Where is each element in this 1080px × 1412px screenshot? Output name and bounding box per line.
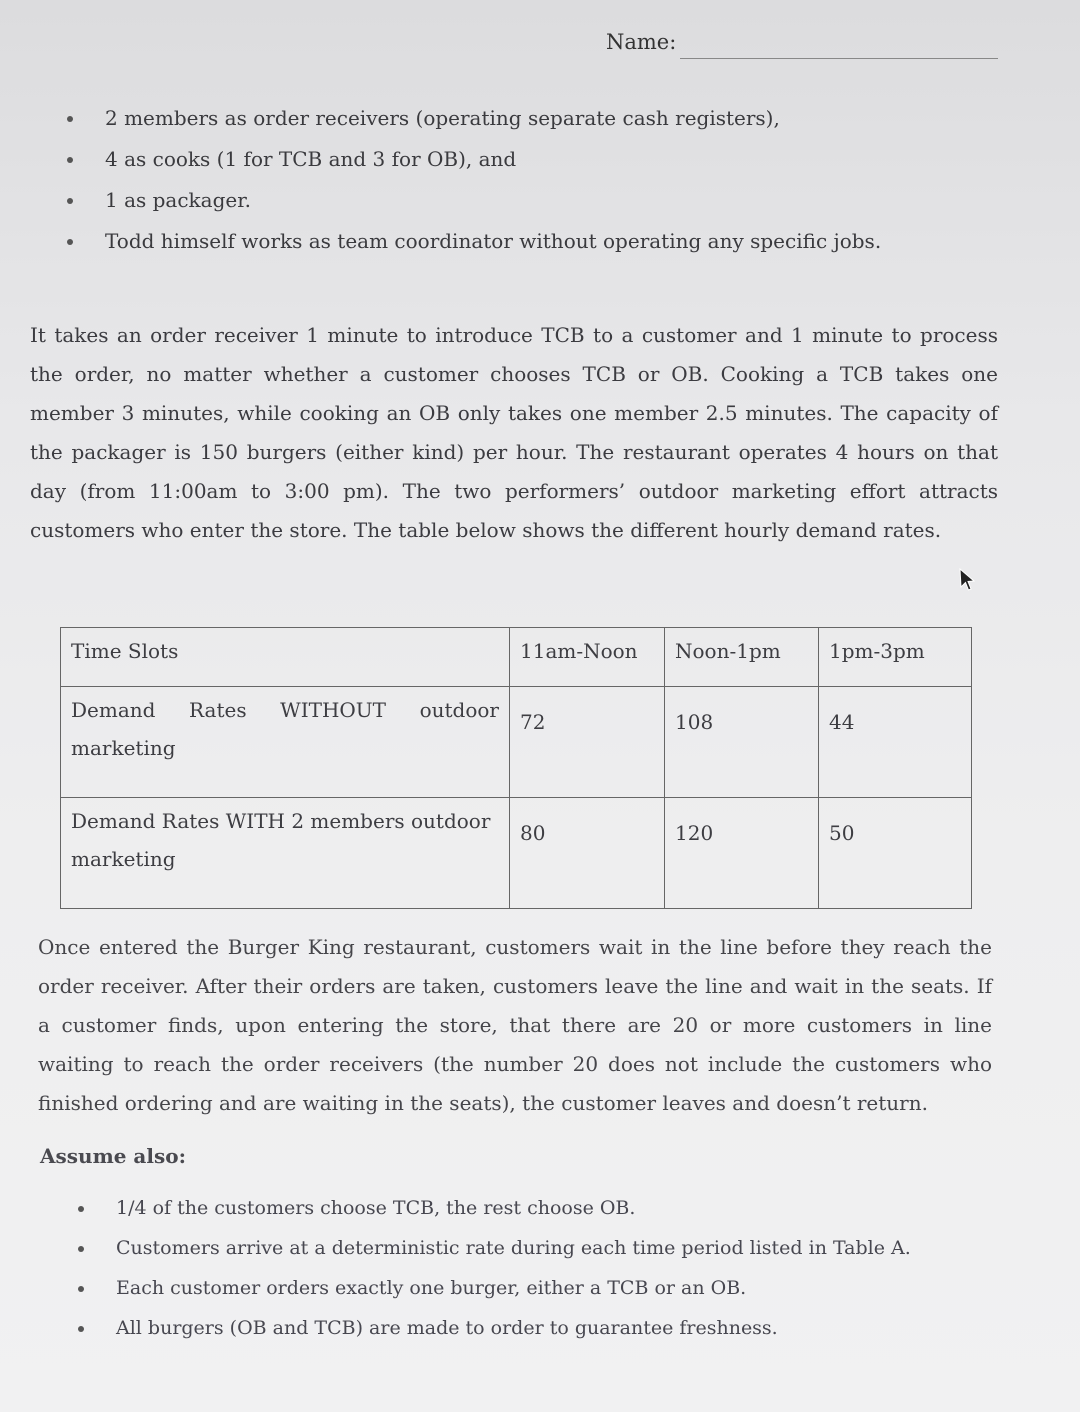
demand-rates-table bbox=[60, 627, 972, 909]
bullet-icon bbox=[78, 1286, 84, 1292]
name-label: Name: bbox=[606, 30, 677, 54]
row-label-without-marketing: Demand Rates WITHOUT outdoor marketing bbox=[61, 687, 510, 798]
list-item: 1/4 of the customers choose TCB, the rest choose OB. bbox=[116, 1188, 911, 1228]
list-item: Todd himself works as team coordinator without operating any specific jobs. bbox=[105, 221, 881, 262]
value-cell: 72 bbox=[510, 687, 665, 798]
name-field-line[interactable] bbox=[680, 58, 998, 59]
row-label-with-marketing: Demand Rates WITH 2 members outdoor marketing bbox=[61, 798, 510, 909]
list-item: 4 as cooks (1 for TCB and 3 for OB), and bbox=[105, 139, 881, 180]
process-description-paragraph: It takes an order receiver 1 minute to introduce TCB to a customer and 1 minute to process the order, no matter whether a customer chooses TCB or OB. Cooking a TCB takes one member 3 minutes, while cooking an OB only takes one member 2.5 minutes. The capacity of the packager is 150 burgers (either kind) per hour. The restaurant operates 4 hours on that day (from 11:00am to 3:00 pm). The two performers’ outdoor marketing effort attracts customers who enter the store. The table below shows the different hourly demand rates. bbox=[30, 323, 998, 542]
header-cell-noon-1pm: Noon-1pm bbox=[665, 628, 819, 687]
table-header-row bbox=[61, 628, 972, 687]
assumptions-list bbox=[116, 1188, 911, 1348]
bullet-icon bbox=[78, 1246, 84, 1252]
demand-rates-table-wrap bbox=[60, 627, 972, 909]
header-cell-11am-noon: 11am-Noon bbox=[510, 628, 665, 687]
table-row-with-marketing bbox=[61, 798, 972, 909]
value-cell: 80 bbox=[510, 798, 665, 909]
list-item: Customers arrive at a deterministic rate during each time period listed in Table A. bbox=[116, 1228, 911, 1268]
header-cell-1pm-3pm: 1pm-3pm bbox=[819, 628, 972, 687]
bullet-icon bbox=[78, 1206, 84, 1212]
list-item: All burgers (OB and TCB) are made to order to guarantee freshness. bbox=[116, 1308, 911, 1348]
staff-list bbox=[105, 98, 881, 262]
bullet-icon bbox=[67, 116, 73, 122]
value-cell: 50 bbox=[819, 798, 972, 909]
list-item: Each customer orders exactly one burger, either a TCB or an OB. bbox=[116, 1268, 911, 1308]
mouse-pointer-icon bbox=[958, 568, 976, 592]
assume-heading: Assume also: bbox=[40, 1144, 186, 1168]
list-item: 1 as packager. bbox=[105, 180, 881, 221]
bullet-icon bbox=[67, 239, 73, 245]
bullet-icon bbox=[67, 157, 73, 163]
value-cell: 44 bbox=[819, 687, 972, 798]
queue-behavior-paragraph: Once entered the Burger King restaurant, customers wait in the line before they reach the order receiver. After their orders are taken, customers leave the line and wait in the seats. If a customer finds, upon entering the store, that there are 20 or more customers in line waiting to reach the order receivers (the number 20 does not include the customers who finished ordering and are waiting in the seats), the customer leaves and doesn’t return. bbox=[38, 935, 992, 1115]
list-item: 2 members as order receivers (operating separate cash registers), bbox=[105, 98, 881, 139]
bullet-icon bbox=[78, 1326, 84, 1332]
bullet-icon bbox=[67, 198, 73, 204]
value-cell: 108 bbox=[665, 687, 819, 798]
header-cell-time-slots: Time Slots bbox=[61, 628, 510, 687]
value-cell: 120 bbox=[665, 798, 819, 909]
table-row-without-marketing bbox=[61, 687, 972, 798]
